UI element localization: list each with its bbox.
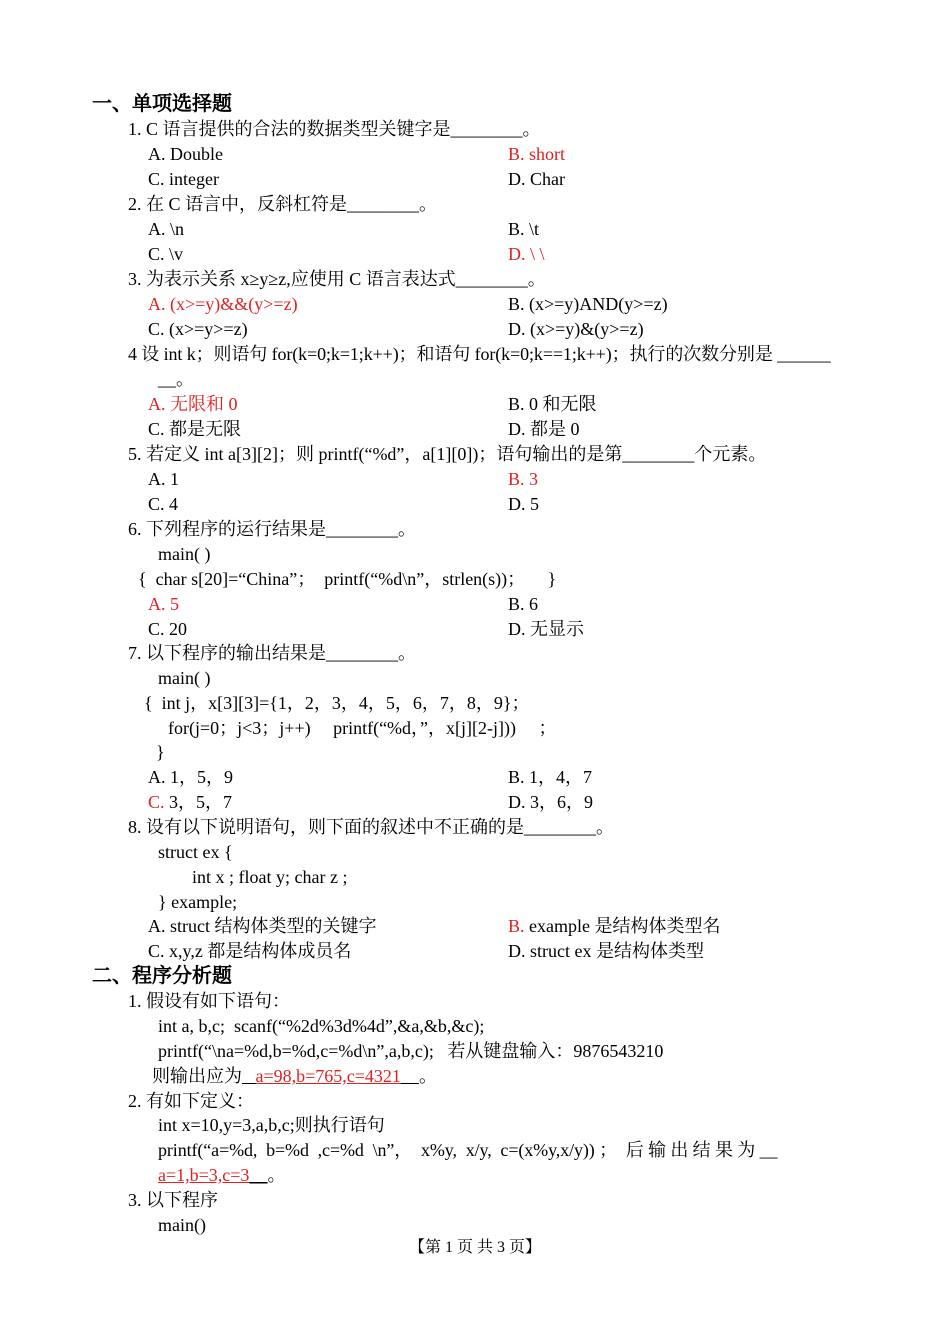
section-heading-2: 二、程序分析题 [92,963,232,987]
program-2-answer-line [158,1163,285,1188]
question-6-code-line: main( ) [158,544,211,564]
option-label: B. [508,916,525,936]
question-4-option-d: D. 都是 0 [508,419,580,439]
answer-prefix: 则输出应为 [152,1066,242,1086]
question-5-option-c: C. 4 [148,494,179,514]
question-6-code-line: { char s[20]=“China”； printf(“%d\n”，strlen(s))； } [138,569,557,589]
question-7-stem: 7. 以下程序的输出结果是________。 [128,643,416,663]
answer-suffix: 。 [418,1066,437,1086]
question-1-stem: 1. C 语言提供的合法的数据类型关键字是________。 [128,119,541,139]
question-7-option-c [148,790,232,815]
question-2-option-d: D. \ \ [508,244,545,264]
question-6-option-c: C. 20 [148,619,188,639]
option-text: 3，5，7 [164,792,233,812]
question-7-code-line: { int j，x[3][3]={1，2，3，4，5，6，7，8，9}； [144,693,530,713]
question-1-option-a: A. Double [148,144,223,164]
question-7-option-a: A. 1，5，9 [148,767,233,787]
question-6-stem: 6. 下列程序的运行结果是________。 [128,519,416,539]
program-2-code-line: printf(“a=%d, b=%d ,c=%d \n”， x%y, x/y, c=(x%y,x/y)) ； 后 输 出 结 果 为 __ [158,1140,778,1160]
section-heading-1: 一、单项选择题 [92,91,232,115]
question-1-option-c: C. integer [148,169,219,189]
question-3-option-d: D. (x>=y)&(y>=z) [508,319,644,339]
answer-blank [401,1066,419,1086]
answer-blank: __ [249,1165,268,1185]
question-7-code-line: } [156,742,165,762]
program-1-stem: 1. 假设有如下语句： [128,991,290,1011]
option-text: example 是结构体类型名 [524,916,721,936]
answer-text: a=1,b=3,c=3 [158,1165,250,1185]
program-1-code-line: int a, b,c; scanf(“%2d%3d%4d”,&a,&b,&c); [158,1016,485,1036]
question-1-option-b: B. short [508,144,566,164]
question-8-option-a: A. struct 结构体类型的关键字 [148,916,377,936]
question-6-option-a: A. 5 [148,594,179,614]
answer-text: a=98,b=765,c=4321 [255,1066,401,1086]
question-2-stem: 2. 在 C 语言中，反斜杠符是________。 [128,194,438,214]
question-4-option-c: C. 都是无限 [148,419,242,439]
question-3-option-a: A. (x>=y)&&(y>=z) [148,294,298,314]
question-2-option-b: B. \t [508,219,540,239]
question-2-option-c: C. \v [148,244,184,264]
question-4-option-a: A. 无限和 0 [148,394,238,414]
question-8-option-c: C. x,y,z 都是结构体成员名 [148,941,352,961]
page-footer: 【第 1 页 共 3 页】 [408,1239,541,1256]
question-7-code-line: main( ) [158,668,211,688]
question-8-code-line: struct ex { [158,842,233,862]
question-8-code-line: int x ; float y; char z ; [192,867,348,887]
program-3-stem: 3. 以下程序 [128,1190,218,1210]
question-5-stem: 5. 若定义 int a[3][2]；则 printf(“%d”，a[1][0])；语句输出的是第________个元素。 [128,444,767,464]
question-5-option-d: D. 5 [508,494,539,514]
program-1-code-line: printf(“\na=%d,b=%d,c=%d\n”,a,b,c); 若从键盘输入：9876543210 [158,1041,664,1061]
question-7-option-b: B. 1，4，7 [508,767,593,787]
question-5-option-b: B. 3 [508,469,539,489]
question-8-option-b [508,914,721,939]
question-4-stem: 4 设 int k；则语句 for(k=0;k=1;k++)；和语句 for(k=0;k==1;k++)；执行的次数分别是 ______ [128,344,831,364]
question-4-option-b: B. 0 和无限 [508,394,597,414]
question-7-code-line: for(j=0；j<3；j++) printf(“%d，”，x[j][2-j])) ； [168,718,557,738]
program-3-code-line: main() [158,1215,206,1235]
program-2-code-line: int x=10,y=3,a,b,c;则执行语句 [158,1115,385,1135]
question-2-option-a: A. \n [148,219,184,239]
program-2-stem: 2. 有如下定义： [128,1091,254,1111]
question-5-option-a: A. 1 [148,469,179,489]
question-7-option-d: D. 3，6，9 [508,792,593,812]
question-8-code-line: } example; [158,892,238,912]
question-8-option-d: D. struct ex 是结构体类型 [508,941,704,961]
question-1-option-d: D. Char [508,169,565,189]
question-3-option-c: C. (x>=y>=z) [148,319,248,339]
option-label: C. [148,792,165,812]
question-3-stem: 3. 为表示关系 x≥y≥z,应使用 C 语言表达式________。 [128,269,546,289]
question-4-stem-continued: __。 [158,369,194,389]
question-3-option-b: B. (x>=y)AND(y>=z) [508,294,668,314]
question-6-option-b: B. 6 [508,594,539,614]
question-6-option-d: D. 无显示 [508,619,584,639]
program-1-answer-line [152,1064,437,1089]
answer-suffix: 。 [267,1165,286,1185]
question-8-stem: 8. 设有以下说明语句，则下面的叙述中不正确的是________。 [128,817,614,837]
answer-blank [242,1066,256,1086]
